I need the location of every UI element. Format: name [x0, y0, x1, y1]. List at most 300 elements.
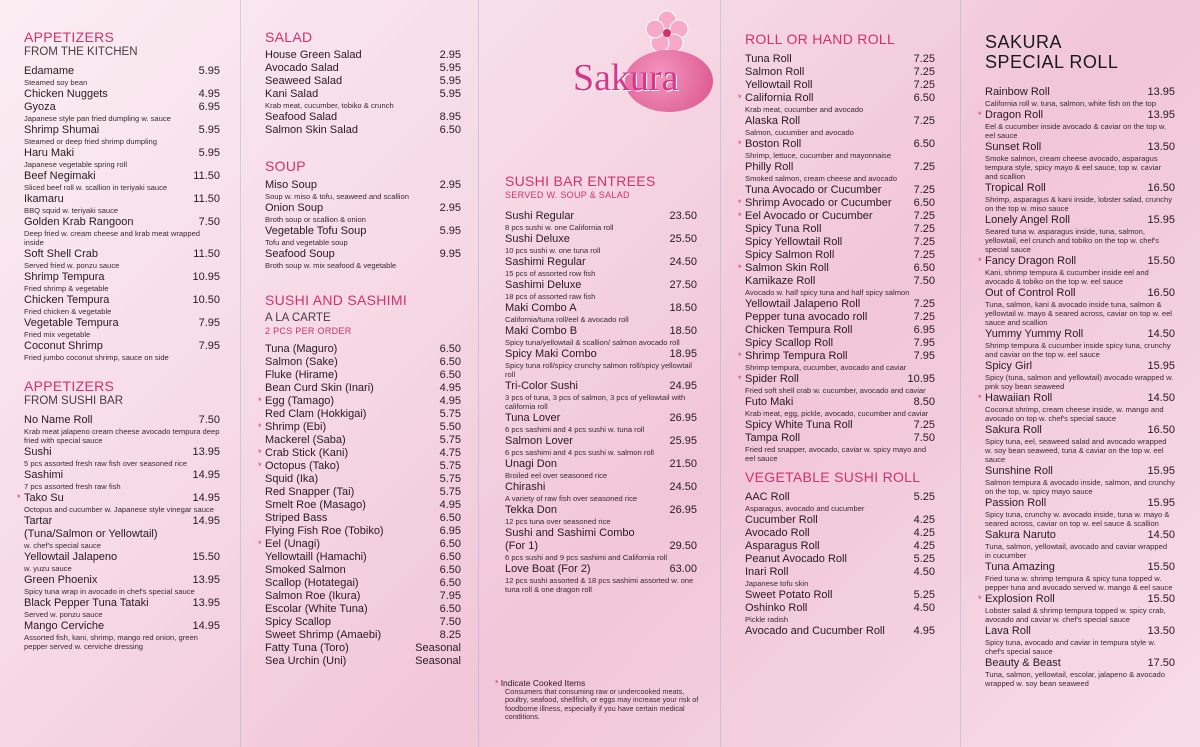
menu-item-desc: 8 pcs sushi w. one California roll [505, 223, 614, 232]
menu-item-row [265, 551, 461, 564]
menu-item-row [505, 256, 697, 269]
menu-item-row [265, 62, 461, 75]
menu-item-name: Tri-Color Sushi [505, 380, 578, 392]
menu-item [738, 92, 935, 114]
menu-item-name: Yellowtail Jalapeno [24, 551, 118, 563]
menu-item-price: 16.50 [1147, 424, 1175, 436]
menu-item [265, 49, 461, 62]
section-title-sushi-sashimi: SUSHI AND SASHIMI [265, 292, 408, 308]
column-special-roll [978, 32, 1175, 689]
menu-item-desc: Spicy tuna roll/spicy crunchy salmon roll/spicy yellowtail roll [505, 361, 692, 379]
menu-item [258, 538, 461, 551]
menu-item-desc: Fried shrimp & vegetable [24, 284, 109, 293]
menu-item-row [265, 629, 461, 642]
menu-item-row [265, 434, 461, 447]
menu-item-name: Escolar (White Tuna) [265, 603, 368, 615]
menu-item-price: 5.75 [439, 434, 461, 446]
menu-item-desc: Shrimp, lettuce, cucumber and mayonnaise [745, 151, 892, 160]
menu-item-name: No Name Roll [24, 414, 93, 426]
menu-item-row [265, 369, 461, 382]
menu-item-name: Scallop (Hotategai) [265, 577, 359, 589]
menu-item-row [265, 124, 461, 137]
menu-item-name: Sashimi Regular [505, 256, 586, 268]
menu-item-name: Tampa Roll [745, 432, 801, 444]
section-title-roll-hand: ROLL OR HAND ROLL [745, 31, 896, 47]
menu-item-name: Salmon Skin Salad [265, 124, 358, 136]
menu-item-name: Unagi Don [505, 458, 557, 470]
menu-item-row [265, 248, 461, 261]
menu-item-name: Tako Su [24, 492, 64, 504]
menu-item-row [745, 419, 935, 432]
section-title-soup: SOUP [265, 158, 306, 174]
menu-item-desc: Lobster salad & shrimp tempura topped w. spicy crab, avocado and caviar w. chef's special sauce [985, 606, 1166, 624]
menu-item [985, 657, 1175, 688]
menu-item-price: 7.25 [913, 66, 935, 78]
menu-item-price: 14.50 [1147, 529, 1175, 541]
menu-item-price: 13.95 [192, 574, 220, 586]
cooked-star: * [258, 396, 262, 406]
menu-item-price: 6.50 [439, 356, 461, 368]
menu-item-desc: Served w. ponzu sauce [24, 610, 103, 619]
menu-item-name: Shrimp Shumai [24, 124, 100, 136]
menu-item-price: 7.25 [913, 223, 935, 235]
cooked-star: * [738, 211, 742, 221]
menu-item-price: 7.25 [913, 298, 935, 310]
menu-item-name: Spicy Maki Combo [505, 348, 597, 360]
menu-item [265, 629, 461, 642]
menu-item-desc: Fried red snapper, avocado, caviar w. spicy mayo and eel sauce [745, 445, 927, 463]
menu-item-name: Avocado Salad [265, 62, 339, 74]
menu-item-price: 5.95 [198, 124, 220, 136]
menu-item-name: Sunshine Roll [985, 465, 1053, 477]
menu-item [738, 350, 935, 372]
menu-item-name: Tuna Amazing [985, 561, 1055, 573]
menu-item [505, 279, 697, 301]
menu-item-price: 4.25 [913, 527, 935, 539]
menu-item-desc: 7 pcs assorted fresh raw fish [24, 482, 121, 491]
menu-item-row [24, 193, 220, 206]
menu-item-name: Vegetable Tempura [24, 317, 119, 329]
menu-item-row [24, 620, 220, 633]
menu-item-name: Golden Krab Rangoon [24, 216, 134, 228]
menu-item-name: Bean Curd Skin (Inari) [265, 382, 374, 394]
menu-item-row [24, 574, 220, 587]
menu-item-price: 6.50 [439, 124, 461, 136]
menu-item-row [738, 350, 935, 363]
menu-item [745, 249, 935, 262]
menu-item-desc: Kani, shrimp tempura & cucumber inside eel and avocado & tobiko on the top w. eel sauce [985, 268, 1149, 286]
menu-item-price: 5.95 [439, 62, 461, 74]
menu-item [265, 655, 461, 668]
menu-item-price: 6.50 [439, 512, 461, 524]
menu-item-desc: Sliced beef roll w. scallion in teriyaki sauce [24, 183, 168, 192]
menu-item-name: Miso Soup [265, 179, 317, 191]
menu-item [24, 620, 220, 651]
menu-item-name: Sunset Roll [985, 141, 1042, 153]
menu-item-name: Sashimi Deluxe [505, 279, 582, 291]
menu-item-price: 13.95 [192, 446, 220, 458]
menu-item-row [265, 512, 461, 525]
menu-item-price: 5.75 [439, 473, 461, 485]
menu-item [265, 75, 461, 88]
menu-item-price: 8.25 [439, 629, 461, 641]
menu-item-row [265, 499, 461, 512]
fold-line-3 [720, 0, 721, 747]
menu-item-row [978, 593, 1175, 606]
menu-item-row [258, 538, 461, 551]
menu-item [738, 210, 935, 223]
menu-item-desc: Tuna, salmon, yellowtail, escolar, jalapeno & avocado wrapped w. soy bean seaweed [985, 670, 1165, 688]
menu-item [265, 248, 461, 270]
menu-item [978, 593, 1175, 624]
menu-item-desc: Krab meat jalapeno cream cheese avocado tempura deep fried with special sauce [24, 427, 220, 445]
menu-item-row [745, 236, 935, 249]
menu-item [24, 340, 220, 362]
menu-item-price: 7.50 [913, 275, 935, 287]
menu-item-desc: Spicy tuna, avocado and caviar in tempura style w. chef's special sauce [985, 638, 1156, 656]
menu-item-price: 17.50 [1147, 657, 1175, 669]
menu-item-name: Salmon Roll [745, 66, 805, 78]
menu-item-price: 7.50 [198, 216, 220, 228]
note-text: Consumers that consuming raw or undercooked meats, poultry, seafood, shellfish, or eggs may increase your risk of foodborne illness, especially if you have certain medical conditions. [505, 687, 699, 722]
menu-item-desc: Japanese vegetable spring roll [24, 160, 128, 169]
menu-item-row [505, 435, 697, 448]
menu-item-row [985, 625, 1175, 638]
menu-item-price: 5.25 [913, 553, 935, 565]
menu-item-price: 4.75 [439, 447, 461, 459]
menu-item-row [985, 360, 1175, 373]
menu-item [24, 147, 220, 169]
menu-item-name: Seafood Salad [265, 111, 338, 123]
menu-item [265, 382, 461, 395]
menu-item-desc: Fried tuna w. shrimp tempura & spicy tuna topped w. pepper tuna and avocado served w. mango & eel sauce [985, 574, 1173, 592]
menu-item [745, 527, 935, 540]
menu-item [745, 566, 935, 588]
menu-item [985, 360, 1175, 391]
menu-item-row [265, 202, 461, 215]
menu-item [24, 597, 220, 619]
menu-item-name: Sweet Shrimp (Amaebi) [265, 629, 382, 641]
menu-item-row [745, 602, 935, 615]
menu-item-desc: Eel & cucumber inside avocado & caviar on the top w. eel sauce [985, 122, 1167, 140]
menu-item-price: 14.50 [1147, 392, 1175, 404]
menu-item-row [24, 446, 220, 459]
menu-item-name: Octopus (Tako) [265, 460, 340, 472]
menu-item-desc: Shrimp tempura & cucumber inside spicy tuna, crunchy and caviar on the top w. eel sauce [985, 341, 1171, 359]
menu-item [24, 101, 220, 123]
menu-item-row [745, 298, 935, 311]
menu-item [985, 182, 1175, 213]
menu-item-row [258, 460, 461, 473]
menu-item-row [17, 492, 220, 505]
menu-item-price: 6.95 [913, 324, 935, 336]
menu-item [258, 395, 461, 408]
cooked-star: * [738, 198, 742, 208]
menu-item-price: 2.95 [439, 179, 461, 191]
menu-item-price: 15.50 [1147, 561, 1175, 573]
menu-item-name: Maki Combo B [505, 325, 578, 337]
menu-item-row [745, 115, 935, 128]
menu-item-name: Tuna Roll [745, 53, 792, 65]
menu-item-price: 18.95 [669, 348, 697, 360]
menu-item-price: 7.50 [198, 414, 220, 426]
menu-item-desc: Krab meat, egg, pickle, avocado, cucumber and caviar [745, 409, 929, 418]
menu-item [505, 380, 697, 411]
menu-list-special-roll [978, 86, 1175, 688]
cooked-star: * [738, 93, 742, 103]
section-title-appetizers-kitchen: APPETIZERS [24, 29, 115, 45]
menu-item-price: 14.95 [192, 469, 220, 481]
menu-item-price: 4.95 [198, 88, 220, 100]
menu-item [24, 446, 220, 468]
menu-item [24, 317, 220, 339]
menu-item-price: 8.50 [913, 396, 935, 408]
menu-item-desc: Served fried w. ponzu sauce [24, 261, 120, 270]
menu-item-row [505, 527, 697, 540]
menu-item-row [505, 412, 697, 425]
menu-item-name: Chirashi [505, 481, 546, 493]
menu-item-row [745, 396, 935, 409]
menu-item [745, 396, 935, 418]
menu-item-row [745, 589, 935, 602]
menu-item-row [745, 337, 935, 350]
menu-item-name: Tuna Avocado or Cucumber [745, 184, 882, 196]
menu-item-price: 6.50 [913, 138, 935, 150]
menu-item-price: 4.25 [913, 514, 935, 526]
menu-item-price: 25.50 [669, 233, 697, 245]
menu-item [265, 603, 461, 616]
menu-item [745, 115, 935, 137]
menu-item-desc: Fried chicken & vegetable [24, 307, 112, 316]
menu-item-price: 16.50 [1147, 287, 1175, 299]
menu-item [745, 514, 935, 527]
menu-item-name: Tropical Roll [985, 182, 1046, 194]
fold-line-1 [240, 0, 241, 747]
menu-item-name: Spicy Scallop Roll [745, 337, 834, 349]
menu-item-name: House Green Salad [265, 49, 362, 61]
menu-item-name: Egg (Tamago) [265, 395, 335, 407]
menu-item-price: 6.50 [439, 551, 461, 563]
menu-item-price: 4.95 [439, 395, 461, 407]
menu-item-price: 15.95 [1147, 360, 1175, 372]
menu-list-entrees [505, 210, 697, 594]
menu-item-row [978, 392, 1175, 405]
menu-item-name: Haru Maki [24, 147, 75, 159]
menu-item [265, 551, 461, 564]
menu-item-name: Spicy Scallop [265, 616, 332, 628]
menu-item-row [505, 458, 697, 471]
cooked-star: * [258, 461, 262, 471]
menu-item [985, 287, 1175, 327]
menu-item-price: 7.25 [913, 161, 935, 173]
cooked-star: * [738, 374, 742, 384]
menu-item-row [265, 655, 461, 668]
menu-item-price: 5.95 [439, 225, 461, 237]
section-title-special-roll [985, 32, 1175, 72]
menu-item [265, 111, 461, 124]
menu-item-row [985, 182, 1175, 195]
menu-item-price: 23.50 [669, 210, 697, 222]
cooked-star: * [978, 110, 982, 120]
menu-item-name: Avocado Roll [745, 527, 810, 539]
menu-item [745, 79, 935, 92]
menu-item-price: 18.50 [669, 302, 697, 314]
menu-item [265, 473, 461, 486]
menu-item-name: Seafood Soup [265, 248, 335, 260]
menu-item [265, 642, 461, 655]
menu-item-row [985, 424, 1175, 437]
cooked-star: * [738, 263, 742, 273]
menu-item-row [738, 373, 935, 386]
menu-item [265, 343, 461, 356]
menu-item-price: 10.95 [192, 271, 220, 283]
menu-item-name: (For 1) [505, 540, 538, 552]
menu-item-desc: 6 pcs sushi and 9 pcs sashimi and California roll [505, 553, 668, 562]
menu-item-price: 29.50 [669, 540, 697, 552]
menu-item-row [985, 465, 1175, 478]
menu-item [985, 465, 1175, 496]
menu-item-row [745, 184, 935, 197]
menu-item-price: 7.95 [913, 337, 935, 349]
menu-item-name: Lonely Angel Roll [985, 214, 1071, 226]
menu-item-desc: BBQ squid w. teriyaki sauce [24, 206, 119, 215]
menu-item [265, 179, 461, 201]
menu-item-row [24, 147, 220, 160]
menu-item-price: 2.95 [439, 49, 461, 61]
menu-item-row [258, 421, 461, 434]
menu-item-name: Beef Negimaki [24, 170, 96, 182]
menu-item-row [505, 504, 697, 517]
menu-item [505, 540, 697, 562]
menu-item [265, 124, 461, 137]
menu-item-name: Sweet Potato Roll [745, 589, 833, 601]
menu-item-name: California Roll [745, 92, 814, 104]
menu-item-name: Coconut Shrimp [24, 340, 103, 352]
menu-item-price: 7.25 [913, 249, 935, 261]
menu-item-name: Yellowtail Roll [745, 79, 813, 91]
cooked-star: * [978, 256, 982, 266]
menu-item-desc: Asparagus, avocado and cucumber [745, 504, 865, 513]
menu-item-row [738, 197, 935, 210]
section-subtitle-appetizers-sushi: FROM SUSHI BAR [24, 395, 124, 407]
menu-item [745, 298, 935, 311]
menu-item-row [985, 657, 1175, 670]
menu-item [258, 460, 461, 473]
menu-item [745, 66, 935, 79]
special-title-line1: SAKURA [985, 32, 1063, 52]
menu-item-price: 6.50 [439, 538, 461, 550]
menu-item-row [985, 497, 1175, 510]
menu-item-name: Sushi Regular [505, 210, 575, 222]
menu-item-price: 6.95 [439, 525, 461, 537]
menu-item-name: Red Snapper (Tai) [265, 486, 355, 498]
menu-item-desc: Tuna, salmon, yellowtail, avocado and caviar wrapped in cucumber [985, 542, 1168, 560]
menu-item-price: 26.95 [669, 412, 697, 424]
menu-item-row [265, 603, 461, 616]
cooked-star: * [978, 594, 982, 604]
menu-item-price: 18.50 [669, 325, 697, 337]
section-title-veg-roll: VEGETABLE SUSHI ROLL [745, 469, 921, 485]
menu-item-price: 6.50 [913, 197, 935, 209]
menu-item [24, 515, 220, 528]
menu-item [24, 414, 220, 445]
menu-item-name: Onion Soup [265, 202, 324, 214]
menu-item-row [745, 324, 935, 337]
menu-item-price: 15.95 [1147, 465, 1175, 477]
menu-item-row [985, 86, 1175, 99]
menu-item-price: 5.75 [439, 460, 461, 472]
menu-item-row [505, 481, 697, 494]
menu-item-name: Yellowtaill (Hamachi) [265, 551, 367, 563]
menu-item-name: Shrimp Avocado or Cucumber [745, 197, 892, 209]
menu-item-desc: Shrimp, asparagus & kani inside, lobster salad, crunchy on the top w. miso sauce [985, 195, 1172, 213]
menu-item-name: Shrimp (Ebi) [265, 421, 327, 433]
menu-item-row [24, 248, 220, 261]
menu-item-name: Green Phoenix [24, 574, 98, 586]
menu-item-desc: 6 pcs sashimi and 4 pcs sushi w. tuna roll [505, 425, 645, 434]
menu-item-row [745, 66, 935, 79]
menu-item-row [265, 343, 461, 356]
menu-item-row [745, 491, 935, 504]
menu-item-price: 13.50 [1147, 625, 1175, 637]
menu-item-row [265, 179, 461, 192]
menu-item-price: 21.50 [669, 458, 697, 470]
menu-item-name: Pepper tuna avocado roll [745, 311, 868, 323]
menu-item-desc: Fried mix vegetable [24, 330, 91, 339]
menu-item-row [505, 380, 697, 393]
menu-item [985, 561, 1175, 592]
menu-item-price: 16.50 [1147, 182, 1175, 194]
menu-item [745, 540, 935, 553]
menu-item [745, 337, 935, 350]
menu-item-desc: Japanese style pan fried dumpling w. sauce [24, 114, 171, 123]
menu-list-appetizers-sushi [17, 414, 220, 651]
menu-item [505, 325, 697, 347]
menu-item-row [24, 317, 220, 330]
menu-item-row [505, 325, 697, 338]
menu-item-price: 6.50 [913, 262, 935, 274]
menu-item-row [24, 294, 220, 307]
menu-item-name: Yellowtail Jalapeno Roll [745, 298, 861, 310]
note-title: Indicate Cooked Items [500, 678, 586, 688]
menu-item-row [265, 382, 461, 395]
menu-item-row [265, 642, 461, 655]
menu-item [265, 512, 461, 525]
menu-item [745, 625, 935, 638]
menu-item-price: 5.75 [439, 408, 461, 420]
menu-item-name: Sakura Naruto [985, 529, 1056, 541]
menu-item-price: 15.50 [1147, 593, 1175, 605]
menu-item [985, 529, 1175, 560]
menu-item-name: Black Pepper Tuna Tataki [24, 597, 149, 609]
menu-item-name: Chicken Tempura Roll [745, 324, 853, 336]
menu-item-name: Eel Avocado or Cucumber [745, 210, 873, 222]
menu-item-name: Dragon Roll [985, 109, 1044, 121]
menu-item-price: 10.50 [192, 294, 220, 306]
menu-item-desc: Spicy tuna, crunchy w. avocado inside, tuna w. mayo & seared across, caviar on top w. eel sauce & scallion [985, 510, 1170, 528]
menu-list-soup [265, 179, 461, 270]
menu-item-name: Oshinko Roll [745, 602, 808, 614]
menu-item [985, 328, 1175, 359]
menu-item-price: 15.50 [1147, 255, 1175, 267]
menu-item-row [258, 395, 461, 408]
menu-item [258, 447, 461, 460]
menu-item-desc: Japanese tofu skin [745, 579, 809, 588]
menu-item [745, 53, 935, 66]
menu-item [265, 88, 461, 110]
menu-item-price: 5.95 [198, 147, 220, 159]
menu-item [24, 294, 220, 316]
